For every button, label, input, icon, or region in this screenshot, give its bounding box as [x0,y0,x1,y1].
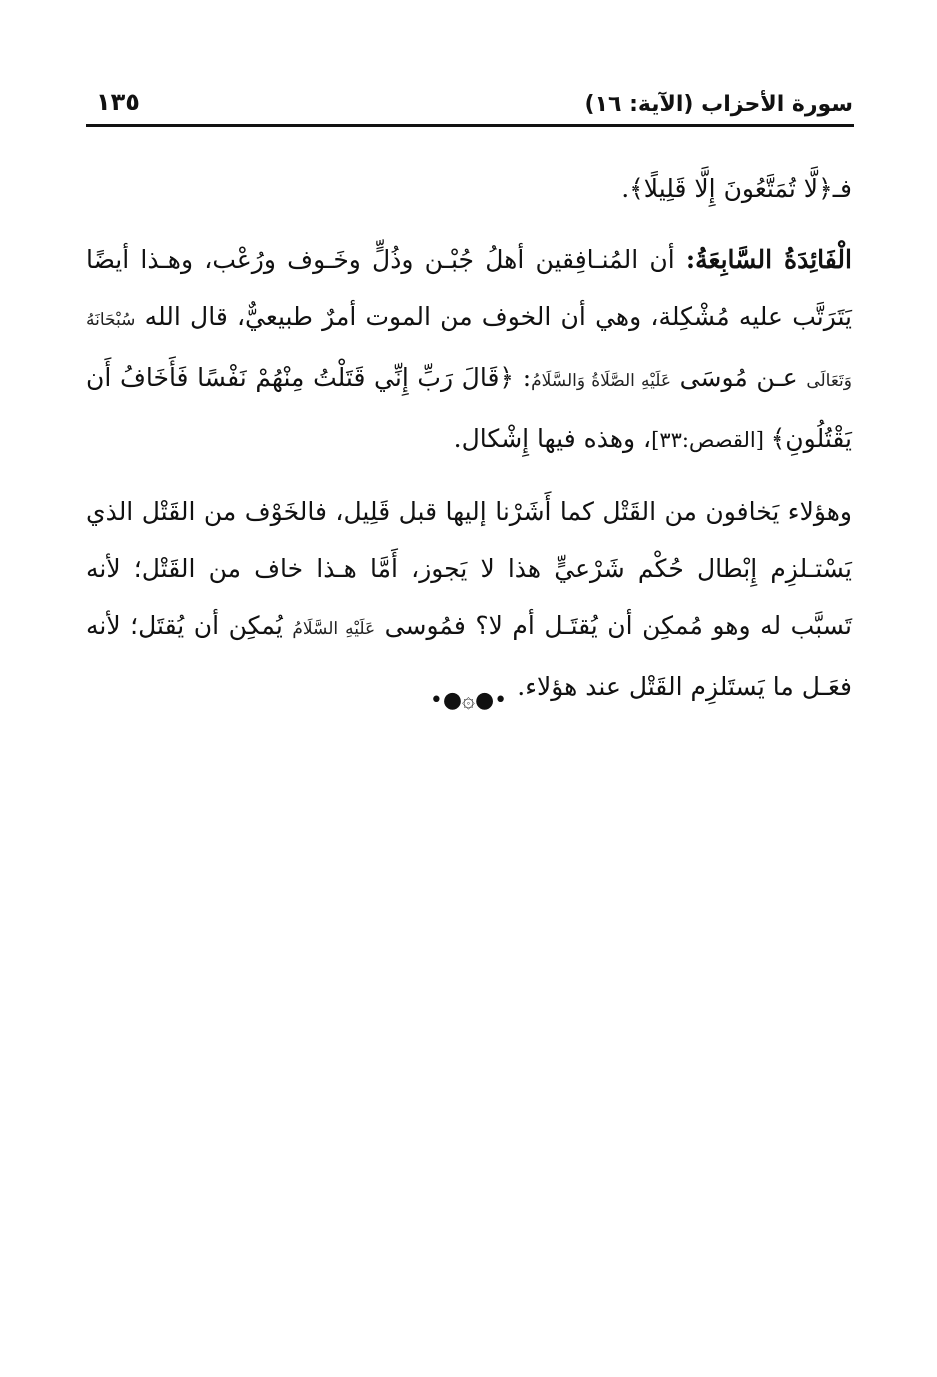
honorific-salutation: عَلَيْهِ الصَّلَاةُ وَالسَّلَامُ [531,371,672,391]
paragraph-2 [86,231,852,469]
paragraph-text: يُمكِن أن يُقتَل؛ لأنه فعَـل ما يَستَلزِم القَتْل عند هؤلاء. [86,611,852,701]
surah-title: سورة الأحزاب (الآية: ١٦) [584,92,853,117]
paragraph-text: وهؤلاء يَخافون من القَتْل كما أَشَرْنا إليها قبل قَلِيل، فالخَوْف من القَتْل الذي يَسْتـلزِم إِبْطال حُكْم شَرْعيٍّ هذا لا يَجوز، أَمَّا هـذا خاف من القَتْل؛ لأنه تَسبَّب له وهو مُمكِن أن يُقتَـل أم لا؟ فمُوسى [86,497,852,640]
paragraph-text: ، وهذه فيها إِشْكال. [453,424,652,453]
body-text [86,160,852,715]
verse-reference: [القصص:٣٣] [651,428,771,452]
quran-verse: ﴿قَالَ رَبِّ إِنِّي قَتَلْتُ مِنْهُمْ نَفْسًا فَأَخَافُ أَن يَقْتُلُونِ﴾ [86,363,852,453]
section-end-ornament: •●۞●• [429,688,508,713]
prefix: فـ [832,174,852,203]
paragraph-1 [86,160,852,217]
honorific-salutation: عَلَيْهِ السَّلَامُ [292,619,376,639]
running-header [88,86,853,124]
section-lead: الْفَائِدَةُ السَّابِعَةُ: [685,245,852,274]
quran-verse: ﴿لَّا تُمَتَّعُونَ إِلَّا قَلِيلًا﴾ [629,174,833,203]
paragraph-text: عـن مُوسَى [671,363,807,392]
paragraph-text: : [514,363,532,392]
paragraph-3 [86,483,852,715]
page-number: ١٣٥ [96,88,140,116]
suffix: . [621,174,630,203]
header-rule [86,124,854,127]
paragraph-text: أن المُنـافِقين أهلُ جُبْـن وذُلٍّ وخَـوف ورُعْب، وهـذا أيضًا يَتَرَتَّب عليه مُشْكِلة، وهي أن الخوف من الموت أمرٌ طبيعيٌّ، قال الله [86,245,852,331]
honorific-glorification: سُبْحَانَهُ وَتَعَالَى [86,310,852,391]
